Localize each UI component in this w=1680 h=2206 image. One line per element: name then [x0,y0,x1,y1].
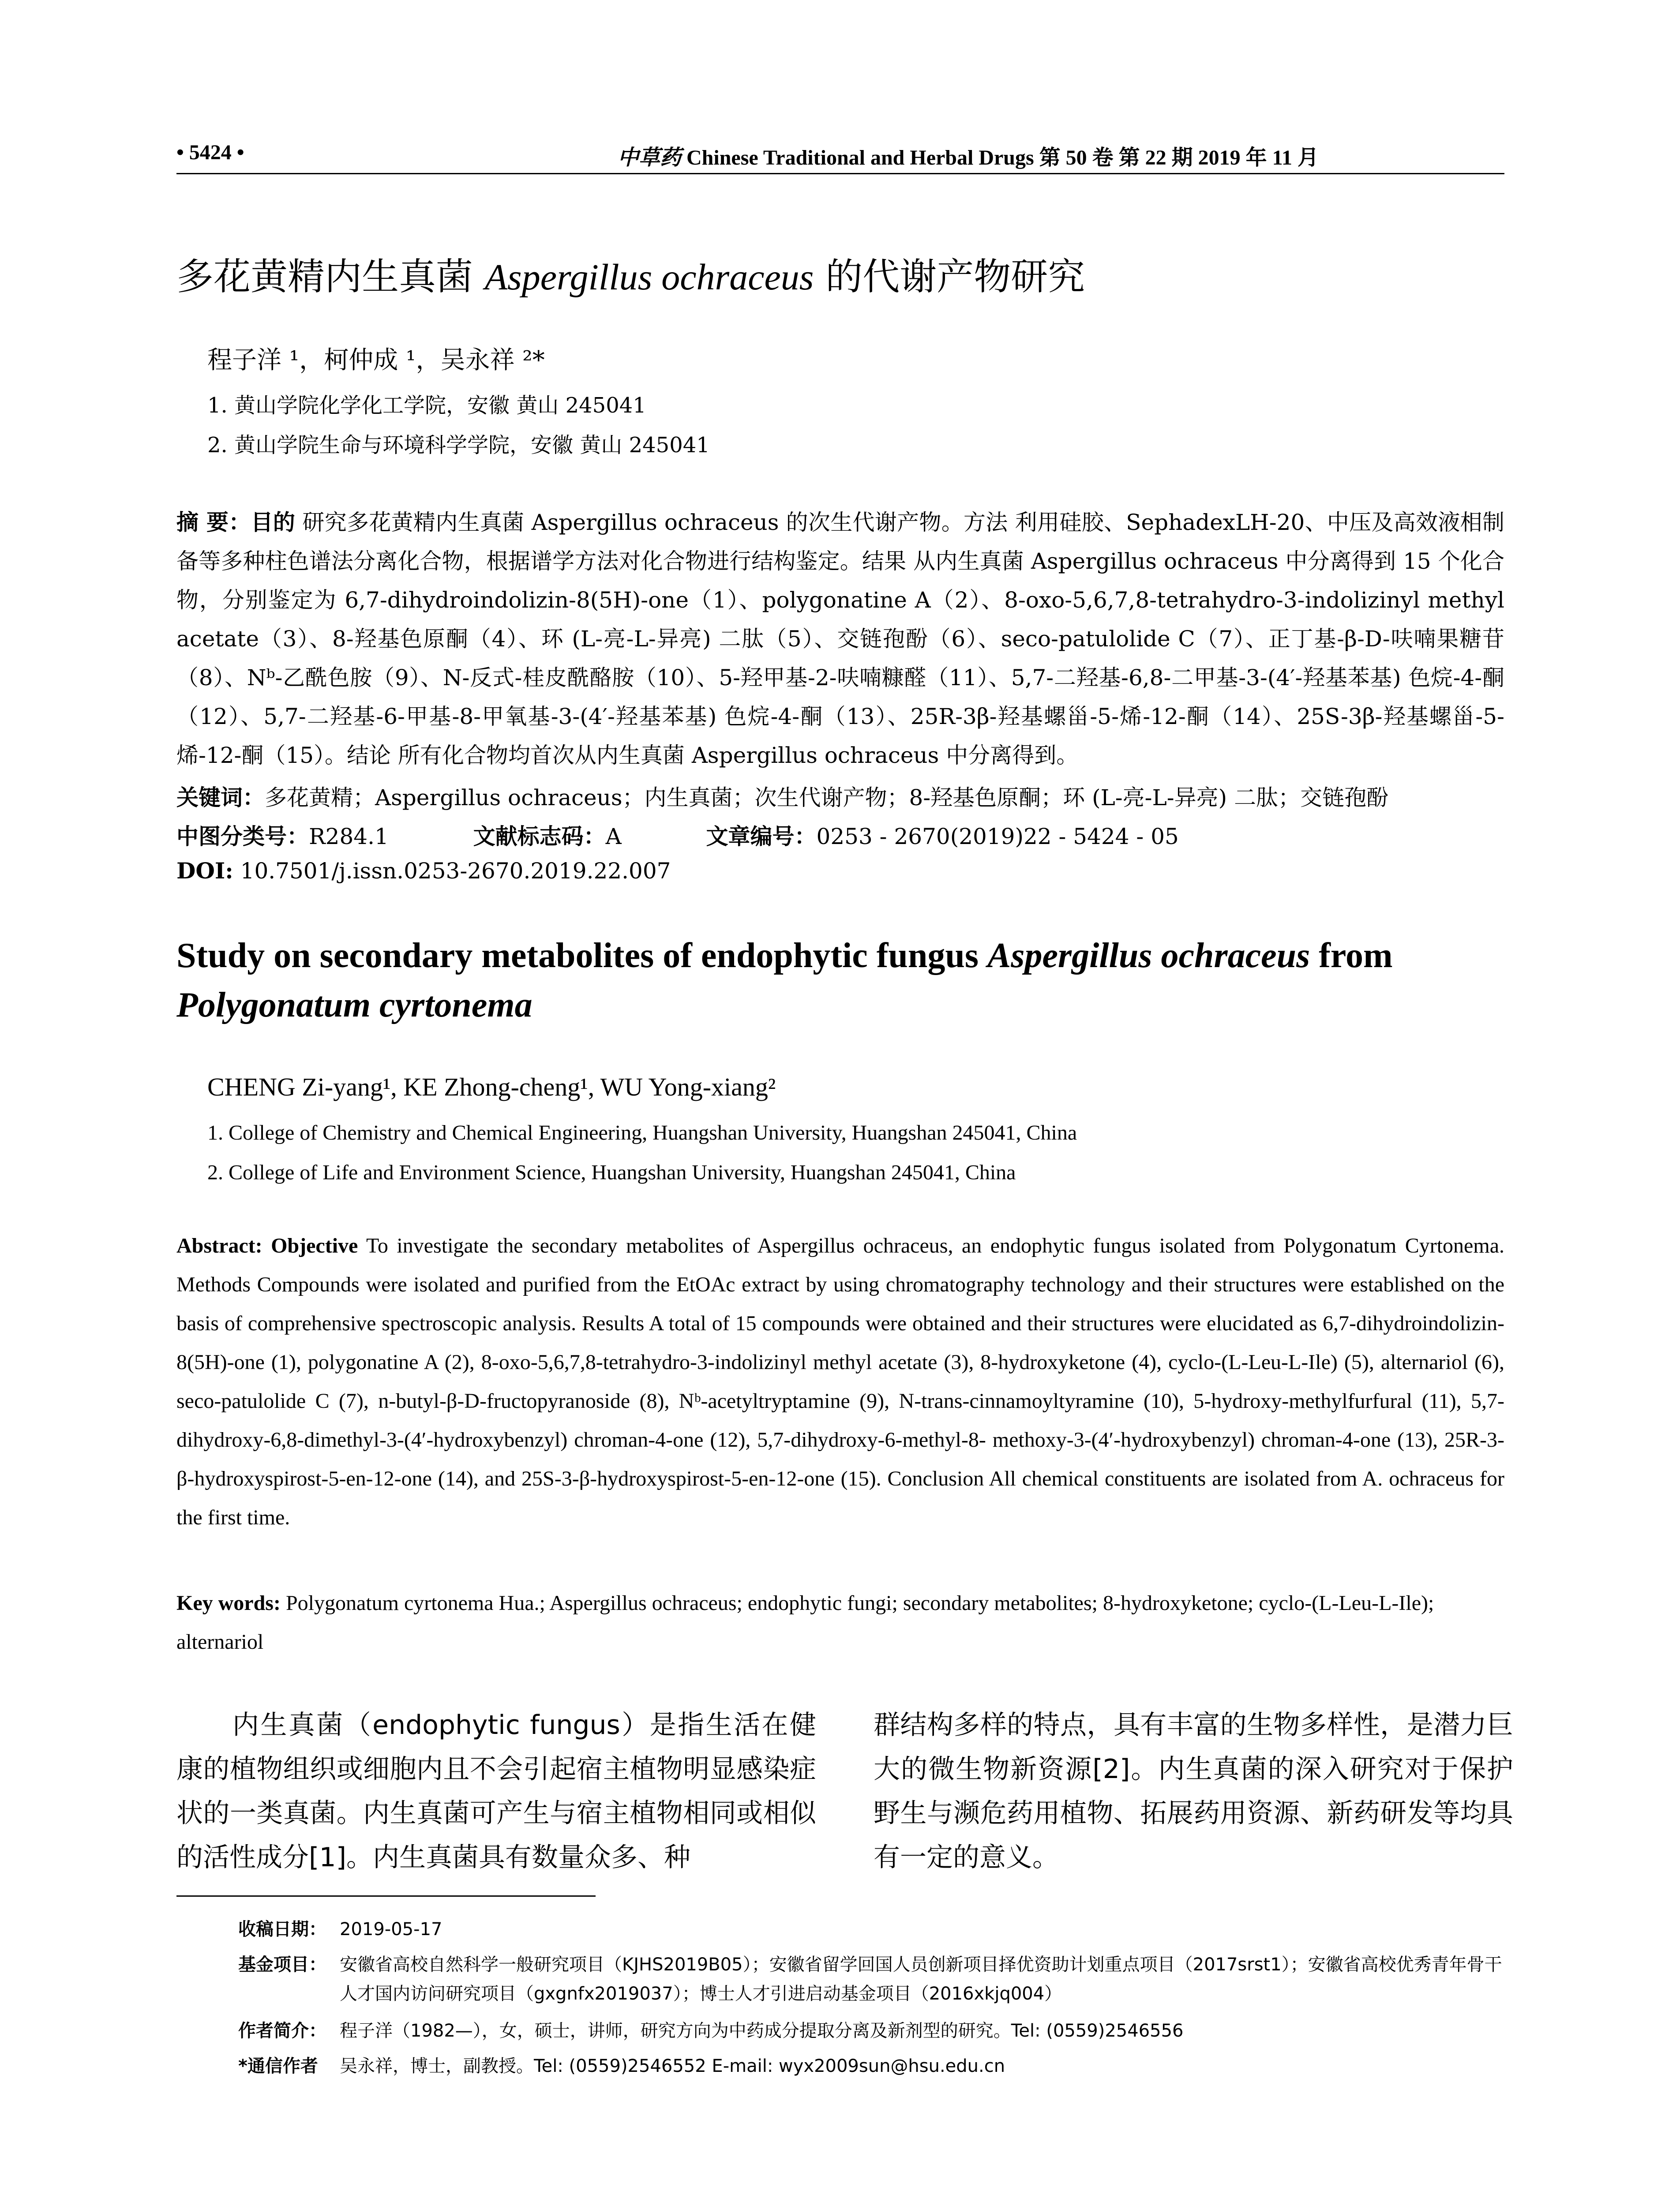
doi-label: DOI: [176,858,233,884]
title-en-part: from [1310,936,1393,975]
title-cn-part: 多花黄精内生真菌 [176,255,485,298]
clc-value: R284.1 [309,824,389,849]
footnote-funding [0,1950,1680,2012]
authors-en: CHENG Zi-yang¹, KE Zhong-cheng¹, WU Yong-xiang² [207,1073,776,1101]
body-column-right: 群结构多样的特点，具有丰富的生物多样性，是潜力巨大的微生物新资源[2]。内生真菌的深入研究对于保护野生与濒危药用植物、拓展药用资源、新药研发等均具有一定的意义。 [874,1710,1513,1873]
footnote-label: 基金项目： [238,1955,326,1975]
title-en-host: Polygonatum cyrtonema [176,986,532,1024]
abstract-cn-label: 摘 要：目的 [176,510,296,535]
affiliation-cn-1: 1. 黄山学院化学化工学院，安徽 黄山 245041 [207,393,646,418]
affiliation-en-2: 2. College of Life and Environment Science, Huangshan University, Huangshan 245041, China [207,1161,1016,1184]
abstract-cn-text: 研究多花黄精内生真菌 Aspergillus ochraceus 的次生代谢产物。方法 利用硅胶、SephadexLH-20、中压及高效液相制备等多种柱色谱法分离化合物，根据谱学方法对化合物进行结构鉴定。结果 从内生真菌 Aspergillus ochraceus 中分离得到 15 个化合物，分别鉴定为 6,7-dihydroindolizin-8(5H)-one（1）、polygonatine A（2）、8-oxo-5,6,7,8-tetrahydro-3-indolizinyl methyl acetate（3）、8-羟基色原酮（4）、环 (L-亮-L-异亮) 二肽（5）、交链孢酚（6）、seco-patulolide C（7）、正丁基-β-D-呋喃果糖苷（8）、Nᵇ-乙酰色胺（9）、N-反式-桂皮酰酪胺（10）、5-羟甲基-2-呋喃糠醛（11）、5,7-二羟基-6,8-二甲基-3-(4′-羟基苯基) 色烷-4-酮（12）、5,7-二羟基-6-甲基-8-甲氧基-3-(4′-羟基苯基) 色烷-4-酮（13）、25R-3β-羟基螺甾-5-烯-12-酮（14）、25S-3β-羟基螺甾-5-烯-12-酮（15）。结论 所有化合物均首次从内生真菌 Aspergillus ochraceus 中分离得到。 [176,510,1504,768]
page-number: • 5424 • [176,141,244,164]
running-header [176,140,1504,170]
article-no-value: 0253 - 2670(2019)22 - 5424 - 05 [816,824,1179,849]
doi-line [176,858,671,884]
keywords-en-label: Key words: [176,1591,281,1615]
footnote-label: 收稿日期： [238,1919,326,1940]
title-en [176,931,1504,1030]
title-en-part: Study on secondary metabolites of endophytic fungus [176,936,988,975]
abstract-cn [176,503,1504,775]
footnote-text: 2019-05-17 [340,1919,442,1940]
article-no-label: 文章编号： [706,824,817,849]
footnote-author-bio [0,2016,1680,2047]
keywords-en [176,1584,1504,1662]
affiliation-en-1: 1. College of Chemistry and Chemical Engineering, Huangshan University, Huangshan 245041, China [207,1121,1077,1144]
footnote-rule [176,1895,596,1897]
journal-logo: 中草药 [618,145,682,170]
footnote-received [0,1915,1680,1946]
abstract-en-label: Abstract: Objective [176,1234,358,1257]
footnote-label: *通信作者 [238,2056,318,2076]
body-column-left: 内生真菌（endophytic fungus）是指生活在健康的植物组织或细胞内且不会引起宿主植物明显感染症状的一类真菌。内生真菌可产生与宿主植物相同或相似的活性成分[1]。内生真菌具有数量众多、种 [176,1710,816,1873]
clc-label: 中图分类号： [176,824,309,849]
classification-line [176,819,1179,851]
footnote-text: 安徽省高校自然科学一般研究项目（KJHS2019B05）；安徽省留学回国人员创新项目择优资助计划重点项目（2017srst1）；安徽省高校优秀青年骨干人才国内访问研究项目（gxgnfx2019037）；博士人才引进启动基金项目（2016xkjq004） [340,1955,1502,2004]
journal-info [618,140,1319,171]
title-en-species: Aspergillus ochraceus [987,936,1310,975]
doi-value[interactable]: 10.7501/j.issn.0253-2670.2019.22.007 [233,858,671,884]
footnote-label: 作者简介： [238,2021,326,2041]
journal-info-text: Chinese Traditional and Herbal Drugs 第 50 卷 第 22 期 2019 年 11 月 [686,146,1319,169]
authors-cn: 程子洋 ¹，柯仲成 ¹，吴永祥 ²* [207,346,545,375]
abstract-en [176,1227,1504,1537]
keywords-en-text: Polygonatum cyrtonema Hua.; Aspergillus ochraceus; endophytic fungi; secondary metabolites; 8-hydroxyketone; cyclo-(L-Leu-L-Ile); alternariol [176,1591,1434,1654]
keywords-cn-text: 多花黄精；Aspergillus ochraceus；内生真菌；次生代谢产物；8-羟基色原酮；环 (L-亮-L-异亮) 二肽；交链孢酚 [265,785,1389,810]
title-cn-species: Aspergillus ochraceus [484,257,814,298]
doc-code-value: A [605,824,622,849]
header-rule [176,173,1504,174]
doc-code-label: 文献标志码： [473,824,606,849]
keywords-cn-label: 关键词： [176,785,265,810]
title-cn [176,247,1085,300]
keywords-cn [176,780,1388,812]
footnote-corresponding [0,2052,1680,2082]
affiliation-cn-2: 2. 黄山学院生命与环境科学学院，安徽 黄山 245041 [207,433,710,458]
footnote-text: 吴永祥，博士，副教授。Tel: (0559)2546552 E-mail: wyx2009sun@hsu.edu.cn [340,2056,1005,2076]
footnote-text: 程子洋（1982—），女，硕士，讲师，研究方向为中药成分提取分离及新剂型的研究。Tel: (0559)2546556 [340,2021,1184,2041]
title-cn-part: 的代谢产物研究 [814,255,1085,298]
abstract-en-text: To investigate the secondary metabolites of Aspergillus ochraceus, an endophytic fungus isolated from Polygonatum Cyrtonema. Methods Compounds were isolated and purified from the EtOAc extract by using chromatography technology and their structures were established on the basis of comprehensive spectroscopic analysis. Results A total of 15 compounds were obtained and their structures were elucidated as 6,7-dihydroindolizin-8(5H)-one (1), polygonatine A (2), 8-oxo-5,6,7,8-tetrahydro-3-indolizinyl methyl acetate (3), 8-hydroxyketone (4), cyclo-(L-Leu-L-Ile) (5), alternariol (6), seco-patulolide C (7), n-butyl-β-D-fructopyranoside (8), Nᵇ-acetyltryptamine (9), N-trans-cinnamoyltyramine (10), 5-hydroxy-methylfurfural (11), 5,7-dihydroxy-6,8-dimethyl-3-(4′-hydroxybenzyl) chroman-4-one (12), 5,7-dihydroxy-6-methyl-8- methoxy-3-(4′-hydroxybenzyl) chroman-4-one (13), 25R-3-β-hydroxyspirost-5-en-12-one (14), and 25S-3-β-hydroxyspirost-5-en-12-one (15). Conclusion All chemical constituents are isolated from A. ochraceus for the first time. [176,1234,1504,1529]
